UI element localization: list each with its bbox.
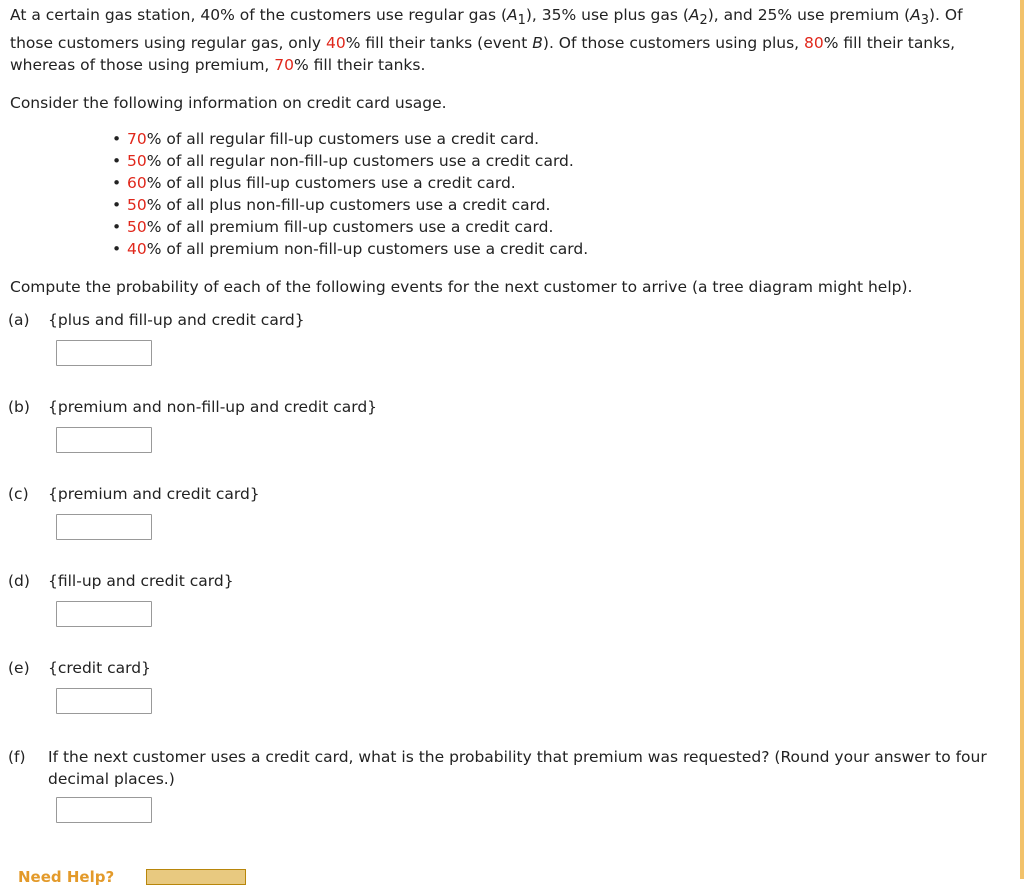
answer-input-e[interactable] (56, 688, 152, 714)
bullet-item: • 40% of all premium non-fill-up customers use a credit card. (127, 238, 1000, 260)
problem-intro: At a certain gas station, 40% of the customers use regular gas $(A_1)$, 35% use plus gas $(A_2)$, and 25% use premium $(A_3)$. Of those customers using regular gas, only 40% fill their tanks (event B). Of those customers using plus, 80% fill their tanks, whereas of those using premium, 70% fill their tanks. (10, 6, 963, 75)
bullet-item: • 50% of all premium fill-up customers use a credit card. (127, 216, 1000, 238)
plus-fill-pct: 80 (804, 34, 824, 53)
answer-input-f[interactable] (56, 797, 152, 823)
regular-fill-pct: 40 (326, 34, 346, 53)
credit-card-bullets (10, 128, 1000, 260)
bullet-item: • 50% of all regular non-fill-up customers use a credit card. (127, 150, 1000, 172)
part-e: (e) {credit card} (8, 659, 151, 677)
need-help-label: Need Help? (18, 868, 115, 886)
compute-instruction: Compute the probability of each of the following events for the next customer to arrive (a tree diagram might help). (10, 278, 913, 297)
credit-info-heading: Consider the following information on credit card usage. (10, 94, 447, 113)
answer-input-b[interactable] (56, 427, 152, 453)
answer-input-a[interactable] (56, 340, 152, 366)
bullet-item: • 50% of all plus non-fill-up customers use a credit card. (127, 194, 1000, 216)
read-it-button[interactable] (146, 869, 246, 885)
part-a: (a) {plus and fill-up and credit card} (8, 311, 305, 329)
premium-fill-pct: 70 (274, 56, 295, 75)
question-content (10, 0, 1000, 298)
bullet-item: • 60% of all plus fill-up customers use a credit card. (127, 172, 1000, 194)
answer-input-d[interactable] (56, 601, 152, 627)
part-f: (f) If the next customer uses a credit card, what is the probability that premium was requested? (Round your answer to four decimal places.) (8, 748, 987, 788)
bullet-item: • 70% of all regular fill-up customers use a credit card. (127, 128, 1000, 150)
part-d: (d) {fill-up and credit card} (8, 572, 234, 590)
part-b: (b) {premium and non-fill-up and credit card} (8, 398, 378, 416)
right-edge-bar (1020, 0, 1024, 879)
answer-input-c[interactable] (56, 514, 152, 540)
part-c: (c) {premium and credit card} (8, 485, 260, 503)
